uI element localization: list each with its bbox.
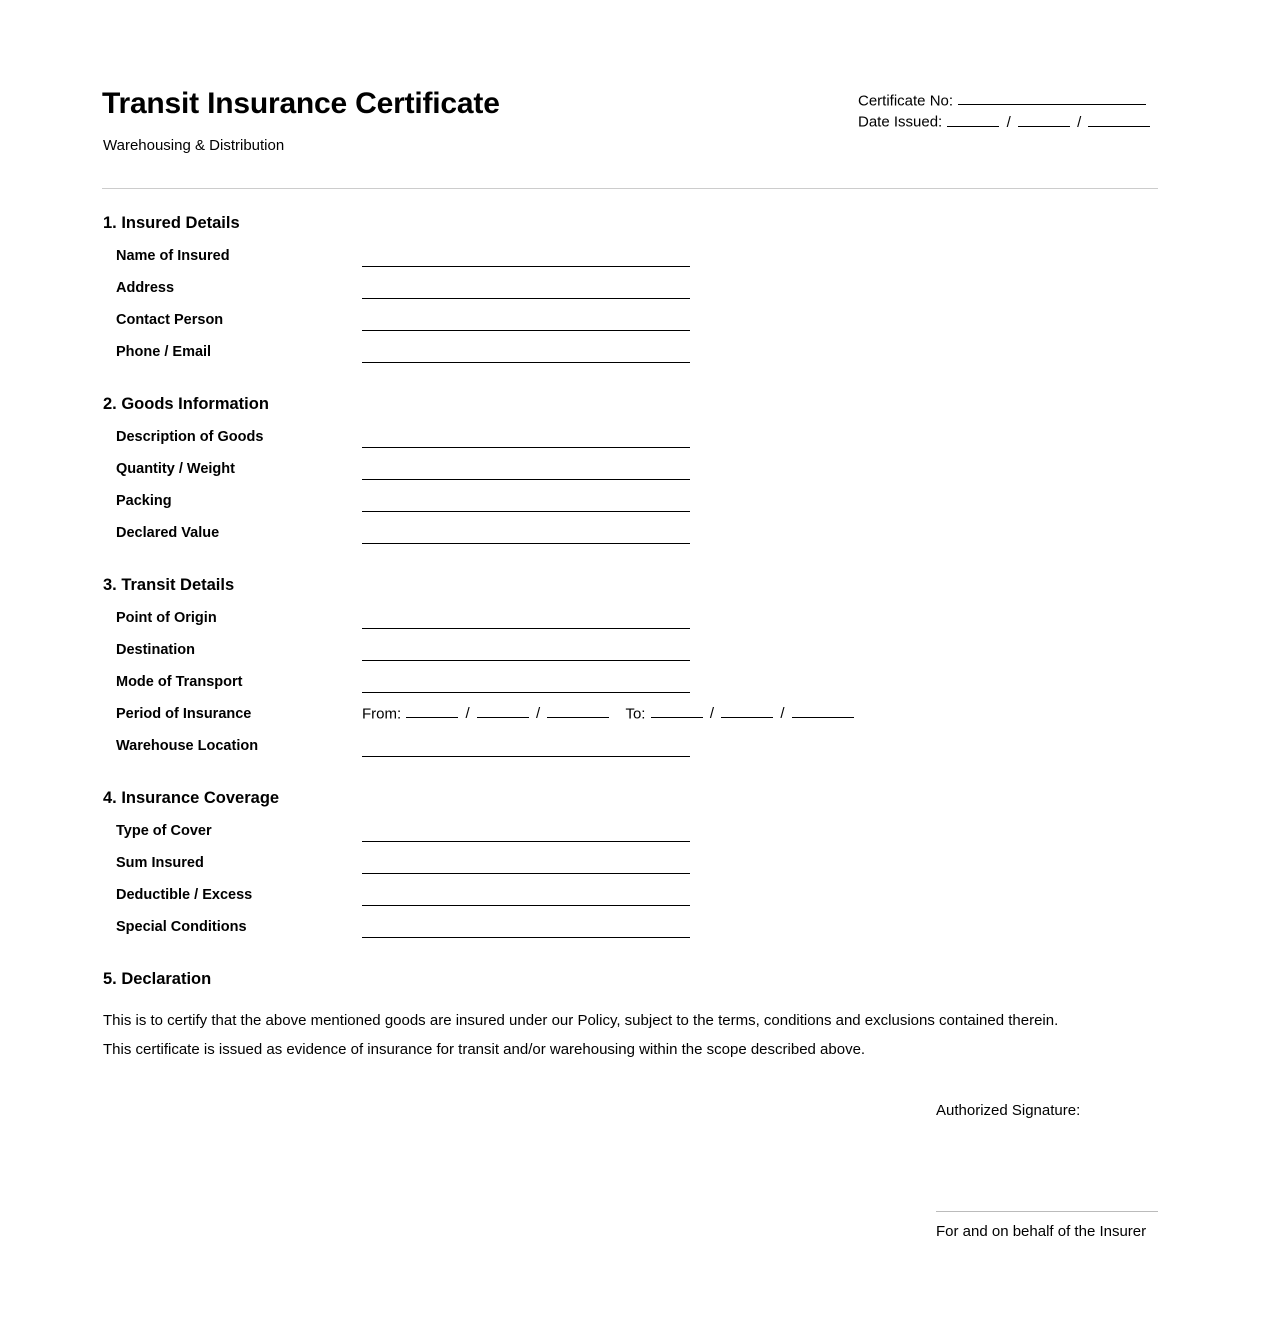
field-row [0,671,1263,703]
period-to-label: To: [625,705,646,723]
field-label-period-of-insurance: Period of Insurance [116,706,252,722]
period-to-day-input[interactable] [651,703,703,718]
field-label-type-of-cover: Type of Cover [116,823,212,839]
field-input-address[interactable] [362,298,690,299]
field-label-declared-value: Declared Value [116,525,220,541]
field-row [0,341,1263,373]
field-label-quantity-weight: Quantity / Weight [116,461,235,477]
period-to-year-input[interactable] [792,703,854,718]
document-header [102,86,1158,166]
signature-input-line[interactable] [936,1211,1158,1212]
field-label-address: Address [116,280,175,296]
field-input-packing[interactable] [362,511,690,512]
field-row [0,309,1263,341]
page-title: Transit Insurance Certificate [102,87,500,120]
date-issued-month-input[interactable] [1018,111,1070,126]
section-heading: 1. Insured Details [103,214,240,232]
date-issued-day-input[interactable] [947,111,999,126]
field-row [0,884,1263,916]
field-input-declared-value[interactable] [362,543,690,544]
field-input-warehouse-location[interactable] [362,756,690,757]
field-input-point-of-origin[interactable] [362,628,690,629]
field-label-warehouse-location: Warehouse Location [116,738,259,754]
field-label-contact-person: Contact Person [116,312,224,328]
period-to-separator-1: / [709,705,714,723]
date-separator-2: / [1077,113,1082,131]
section-heading: 3. Transit Details [103,576,235,594]
field-row [0,245,1263,277]
field-row [0,703,1263,735]
field-row [0,490,1263,522]
field-input-sum-insured[interactable] [362,873,690,874]
period-to-separator-2: / [780,705,785,723]
declaration-paragraph: This is to certify that the above mentioned goods are insured under our Policy, subject to the terms, conditions and exclusions contained therein. [103,1012,1059,1029]
certificate-no-label: Certificate No: [858,92,954,110]
date-separator-1: / [1006,113,1011,131]
field-input-type-of-cover[interactable] [362,841,690,842]
field-input-description-of-goods[interactable] [362,447,690,448]
period-of-insurance-group [362,703,855,725]
field-row [0,277,1263,309]
field-row [0,916,1263,948]
field-input-contact-person[interactable] [362,330,690,331]
field-row [0,458,1263,490]
field-input-quantity-weight[interactable] [362,479,690,480]
field-row [0,820,1263,852]
field-input-mode-of-transport[interactable] [362,692,690,693]
date-issued-row [858,111,1158,132]
period-to-month-input[interactable] [721,703,773,718]
field-row [0,735,1263,767]
period-from-day-input[interactable] [406,703,458,718]
section-heading: 4. Insurance Coverage [103,789,280,807]
field-input-special-conditions[interactable] [362,937,690,938]
header-divider [102,188,1158,189]
declaration-paragraph: This certificate is issued as evidence of insurance for transit and/or warehousing within the scope described above. [103,1041,866,1058]
field-row [0,607,1263,639]
period-from-label: From: [362,705,402,723]
field-input-phone-email[interactable] [362,362,690,363]
field-list [0,607,1263,767]
page-subtitle: Warehousing & Distribution [103,137,285,154]
field-row [0,852,1263,884]
period-from-separator-2: / [536,705,541,723]
field-label-name-of-insured: Name of Insured [116,248,230,264]
period-from-year-input[interactable] [547,703,609,718]
period-from-separator-1: / [465,705,470,723]
field-label-destination: Destination [116,642,195,658]
field-label-mode-of-transport: Mode of Transport [116,674,243,690]
certificate-meta [858,90,1158,133]
authorized-signature-label: Authorized Signature: [936,1102,1081,1119]
date-issued-year-input[interactable] [1088,111,1150,126]
field-label-point-of-origin: Point of Origin [116,610,217,626]
field-list [0,245,1263,373]
date-issued-label: Date Issued: [858,113,943,131]
field-label-packing: Packing [116,493,172,509]
field-input-destination[interactable] [362,660,690,661]
field-label-phone-email: Phone / Email [116,344,212,360]
signature-caption: For and on behalf of the Insurer [936,1223,1147,1240]
section-heading: 2. Goods Information [103,395,269,413]
field-label-deductible-excess: Deductible / Excess [116,887,253,903]
section-heading: 5. Declaration [103,970,212,988]
declaration-text [103,1006,1163,1064]
field-label-special-conditions: Special Conditions [116,919,247,935]
period-from-month-input[interactable] [477,703,529,718]
field-label-description-of-goods: Description of Goods [116,429,264,445]
certificate-no-row [858,90,1158,111]
field-input-deductible-excess[interactable] [362,905,690,906]
field-label-sum-insured: Sum Insured [116,855,204,871]
field-list [0,820,1263,948]
certificate-no-input[interactable] [958,90,1146,105]
field-list [0,426,1263,554]
signature-block [936,1100,1158,1240]
field-row [0,639,1263,671]
field-row [0,426,1263,458]
field-row [0,522,1263,554]
field-input-name-of-insured[interactable] [362,266,690,267]
